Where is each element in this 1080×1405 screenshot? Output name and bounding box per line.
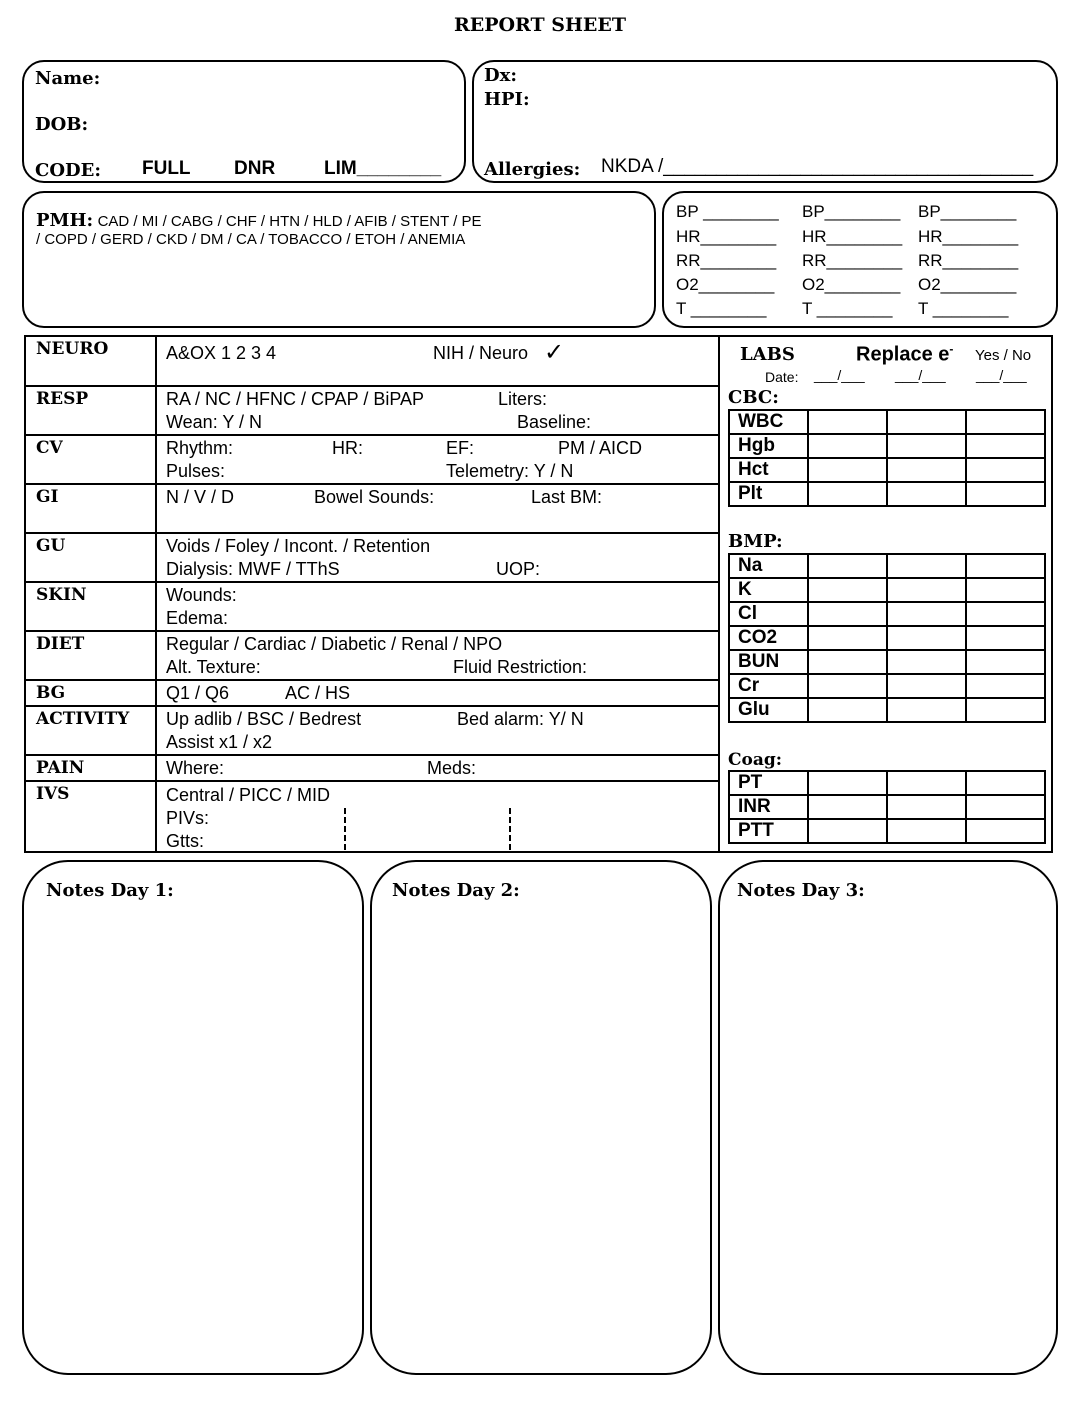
resp-modes[interactable]: RA / NC / HFNC / CPAP / BiPAP — [166, 389, 425, 409]
lab-value-cell[interactable] — [808, 771, 887, 795]
lab-value-cell[interactable] — [887, 554, 966, 578]
lab-value-cell[interactable] — [887, 458, 966, 482]
lab-value-cell[interactable] — [966, 650, 1045, 674]
vital-field[interactable]: T ________ — [676, 299, 767, 318]
lab-value-cell[interactable] — [966, 698, 1045, 722]
lab-value-cell[interactable] — [887, 819, 966, 843]
lab-row — [729, 650, 1045, 674]
bg-ac-hs[interactable]: AC / HS — [285, 683, 351, 703]
lab-value-cell[interactable] — [808, 698, 887, 722]
vital-field[interactable]: BP________ — [918, 202, 1017, 221]
notes-day-2-label: Notes Day 2: — [392, 880, 520, 901]
row-cv — [26, 434, 719, 484]
name-label: Name: — [35, 68, 101, 89]
row-neuro — [26, 337, 719, 387]
code-full-option[interactable]: FULL — [142, 158, 191, 179]
vital-field[interactable]: HR________ — [918, 227, 1019, 246]
cv-telemetry[interactable]: Telemetry: Y / N — [446, 461, 574, 481]
resp-label: RESP — [36, 389, 89, 409]
lab-name: Hgb — [729, 434, 808, 458]
diagnosis-box — [472, 60, 1058, 183]
lab-name: Cr — [729, 674, 808, 698]
lab-name: Hct — [729, 458, 808, 482]
ivs-divider-2 — [509, 808, 511, 850]
lab-value-cell[interactable] — [966, 674, 1045, 698]
lab-date-label: Date: — [765, 369, 799, 385]
notes-day-3-box[interactable] — [718, 860, 1058, 1375]
lab-value-cell[interactable] — [966, 458, 1045, 482]
notes-day-1-label: Notes Day 1: — [46, 880, 174, 901]
lab-value-cell[interactable] — [966, 434, 1045, 458]
pmh-box — [22, 191, 656, 328]
vital-field[interactable]: T ________ — [918, 299, 1009, 318]
bmp-table — [728, 553, 1046, 723]
pain-where[interactable]: Where: — [166, 758, 225, 778]
cv-hr[interactable]: HR: — [332, 438, 363, 458]
row-gi — [26, 483, 719, 533]
lab-value-cell[interactable] — [808, 482, 887, 506]
lab-value-cell[interactable] — [808, 602, 887, 626]
lab-value-cell[interactable] — [887, 795, 966, 819]
ivs-pivs[interactable]: PIVs: — [166, 808, 210, 828]
gi-last-bm[interactable]: Last BM: — [531, 487, 603, 507]
notes-day-1-box[interactable] — [22, 860, 364, 1375]
diet-alt-texture[interactable]: Alt. Texture: — [166, 657, 261, 677]
resp-liters[interactable]: Liters: — [498, 389, 548, 409]
lab-name: PT — [729, 771, 808, 795]
gi-nvd[interactable]: N / V / D — [166, 487, 235, 507]
pmh-label: PMH: — [36, 210, 94, 231]
lab-row — [729, 602, 1045, 626]
lab-value-cell[interactable] — [808, 458, 887, 482]
lab-value-cell[interactable] — [887, 674, 966, 698]
lab-value-cell[interactable] — [887, 578, 966, 602]
lab-name: INR — [729, 795, 808, 819]
vital-field[interactable]: RR________ — [918, 251, 1019, 270]
row-resp — [26, 385, 719, 435]
diet-types[interactable]: Regular / Cardiac / Diabetic / Renal / NPO — [166, 634, 503, 654]
row-ivs — [26, 780, 719, 851]
lab-row — [729, 578, 1045, 602]
lab-date-3[interactable]: ___/___ — [976, 367, 1027, 383]
cv-label: CV — [36, 438, 63, 458]
lab-value-cell[interactable] — [966, 771, 1045, 795]
lab-value-cell[interactable] — [887, 482, 966, 506]
ivs-gtts[interactable]: Gtts: — [166, 831, 205, 851]
lab-name: CO2 — [729, 626, 808, 650]
lab-row — [729, 795, 1045, 819]
vital-field[interactable]: O2________ — [676, 275, 775, 294]
lab-value-cell[interactable] — [966, 482, 1045, 506]
pmh-conditions-2[interactable]: / COPD / GERD / CKD / DM / CA / TOBACCO / ETOH / ANEMIA — [36, 231, 466, 248]
lab-date-2[interactable]: ___/___ — [895, 367, 946, 383]
diet-label: DIET — [36, 634, 85, 654]
neuro-label: NEURO — [36, 339, 109, 359]
pain-label: PAIN — [36, 758, 85, 778]
vital-field[interactable]: O2________ — [918, 275, 1017, 294]
allergies-label: Allergies: — [484, 159, 581, 180]
lab-name: WBC — [729, 410, 808, 434]
pmh-conditions-1[interactable]: CAD / MI / CABG / CHF / HTN / HLD / AFIB / STENT / PE — [97, 213, 482, 230]
replace-label: Replace e — [856, 343, 950, 366]
vital-field[interactable]: HR________ — [676, 227, 777, 246]
lab-value-cell[interactable] — [808, 410, 887, 434]
lab-row — [729, 458, 1045, 482]
lab-value-cell[interactable] — [808, 650, 887, 674]
code-dnr-option[interactable]: DNR — [234, 158, 276, 179]
cbc-table — [728, 409, 1046, 507]
lab-row — [729, 698, 1045, 722]
lab-row — [729, 434, 1045, 458]
lab-row — [729, 674, 1045, 698]
notes-day-3-label: Notes Day 3: — [737, 880, 865, 901]
gi-bowel-sounds[interactable]: Bowel Sounds: — [314, 487, 435, 507]
lab-value-cell[interactable] — [887, 410, 966, 434]
lab-value-cell[interactable] — [808, 578, 887, 602]
lab-name: Plt — [729, 482, 808, 506]
code-lim-field[interactable]: LIM________ — [324, 158, 442, 179]
lab-value-cell[interactable] — [887, 698, 966, 722]
neuro-nih[interactable]: NIH / Neuro — [433, 343, 529, 363]
diet-fluid-restriction[interactable]: Fluid Restriction: — [453, 657, 588, 677]
ivs-label: IVS — [36, 784, 70, 804]
lab-value-cell[interactable] — [808, 795, 887, 819]
cbc-label: CBC: — [728, 387, 779, 408]
lab-value-cell[interactable] — [887, 771, 966, 795]
lab-value-cell[interactable] — [887, 650, 966, 674]
bg-frequency[interactable]: Q1 / Q6 — [166, 683, 230, 703]
lab-value-cell[interactable] — [887, 602, 966, 626]
vital-field[interactable]: BP________ — [802, 202, 901, 221]
bmp-label: BMP: — [728, 531, 783, 552]
lab-name: Glu — [729, 698, 808, 722]
activity-bed-alarm[interactable]: Bed alarm: Y/ N — [457, 709, 584, 729]
resp-baseline[interactable]: Baseline: — [517, 412, 592, 432]
lab-value-cell[interactable] — [966, 410, 1045, 434]
lab-value-cell[interactable] — [966, 626, 1045, 650]
lab-row — [729, 482, 1045, 506]
allergies-field[interactable]: NKDA /___________________________________ — [601, 156, 1034, 177]
lab-name: K — [729, 578, 808, 602]
dx-label: Dx: — [484, 65, 517, 86]
notes-day-2-box[interactable] — [370, 860, 712, 1375]
row-pain — [26, 754, 719, 781]
lab-value-cell[interactable] — [808, 434, 887, 458]
lab-value-cell[interactable] — [808, 819, 887, 843]
lab-name: Cl — [729, 602, 808, 626]
lab-date-1[interactable]: ___/___ — [814, 367, 865, 383]
lab-name: BUN — [729, 650, 808, 674]
coag-label: Coag: — [728, 750, 783, 770]
lab-value-cell[interactable] — [966, 578, 1045, 602]
lab-value-cell[interactable] — [808, 674, 887, 698]
row-gu — [26, 532, 719, 582]
activity-levels[interactable]: Up adlib / BSC / Bedrest — [166, 709, 362, 729]
vital-field[interactable]: HR________ — [802, 227, 903, 246]
bg-label: BG — [36, 683, 66, 703]
cv-ef[interactable]: EF: — [446, 438, 475, 458]
lab-row — [729, 554, 1045, 578]
replace-electrolytes — [856, 342, 953, 367]
page-title: REPORT SHEET — [453, 14, 627, 36]
activity-assist[interactable]: Assist x1 / x2 — [166, 732, 273, 752]
code-label: CODE: — [35, 160, 101, 181]
skin-edema[interactable]: Edema: — [166, 608, 229, 628]
gu-uop[interactable]: UOP: — [496, 559, 541, 579]
row-bg — [26, 679, 719, 706]
lab-row — [729, 410, 1045, 434]
cv-rhythm[interactable]: Rhythm: — [166, 438, 234, 458]
hpi-label: HPI: — [484, 89, 530, 110]
skin-label: SKIN — [36, 585, 87, 605]
lab-value-cell[interactable] — [808, 626, 887, 650]
pain-meds[interactable]: Meds: — [427, 758, 477, 778]
gi-label: GI — [36, 487, 59, 507]
pmh-line-1 — [36, 210, 482, 231]
replace-superscript: - — [949, 342, 954, 356]
row-activity — [26, 705, 719, 755]
patient-info-box — [22, 60, 466, 183]
check-icon: ✓ — [544, 339, 565, 366]
neuro-aox[interactable]: A&OX 1 2 3 4 — [166, 343, 277, 363]
skin-wounds[interactable]: Wounds: — [166, 585, 237, 605]
row-skin — [26, 581, 719, 631]
lab-row — [729, 626, 1045, 650]
lab-value-cell[interactable] — [966, 554, 1045, 578]
lab-row — [729, 771, 1045, 795]
activity-label: ACTIVITY — [36, 709, 130, 729]
gu-dialysis[interactable]: Dialysis: MWF / TThS — [166, 559, 340, 579]
lab-value-cell[interactable] — [966, 602, 1045, 626]
lab-value-cell[interactable] — [966, 795, 1045, 819]
lab-value-cell[interactable] — [808, 554, 887, 578]
lab-value-cell[interactable] — [887, 626, 966, 650]
resp-wean[interactable]: Wean: Y / N — [166, 412, 263, 432]
lab-row — [729, 819, 1045, 843]
lab-name: PTT — [729, 819, 808, 843]
cv-pulses[interactable]: Pulses: — [166, 461, 226, 481]
cv-pm-aicd[interactable]: PM / AICD — [558, 438, 643, 458]
dob-label: DOB: — [35, 114, 89, 135]
ivs-divider-1 — [344, 808, 346, 850]
gu-label: GU — [36, 536, 66, 556]
vital-field[interactable]: BP ________ — [676, 202, 779, 221]
row-diet — [26, 630, 719, 680]
vital-field[interactable]: O2________ — [802, 275, 901, 294]
gu-voids[interactable]: Voids / Foley / Incont. / Retention — [166, 536, 431, 556]
vital-field[interactable]: RR________ — [676, 251, 777, 270]
vital-field[interactable]: T ________ — [802, 299, 893, 318]
replace-yes-no[interactable]: Yes / No — [975, 347, 1032, 364]
ivs-central[interactable]: Central / PICC / MID — [166, 785, 331, 805]
lab-name: Na — [729, 554, 808, 578]
vital-field[interactable]: RR________ — [802, 251, 903, 270]
labs-label: LABS — [740, 344, 795, 365]
lab-value-cell[interactable] — [887, 434, 966, 458]
lab-value-cell[interactable] — [966, 819, 1045, 843]
coag-table — [728, 770, 1046, 844]
